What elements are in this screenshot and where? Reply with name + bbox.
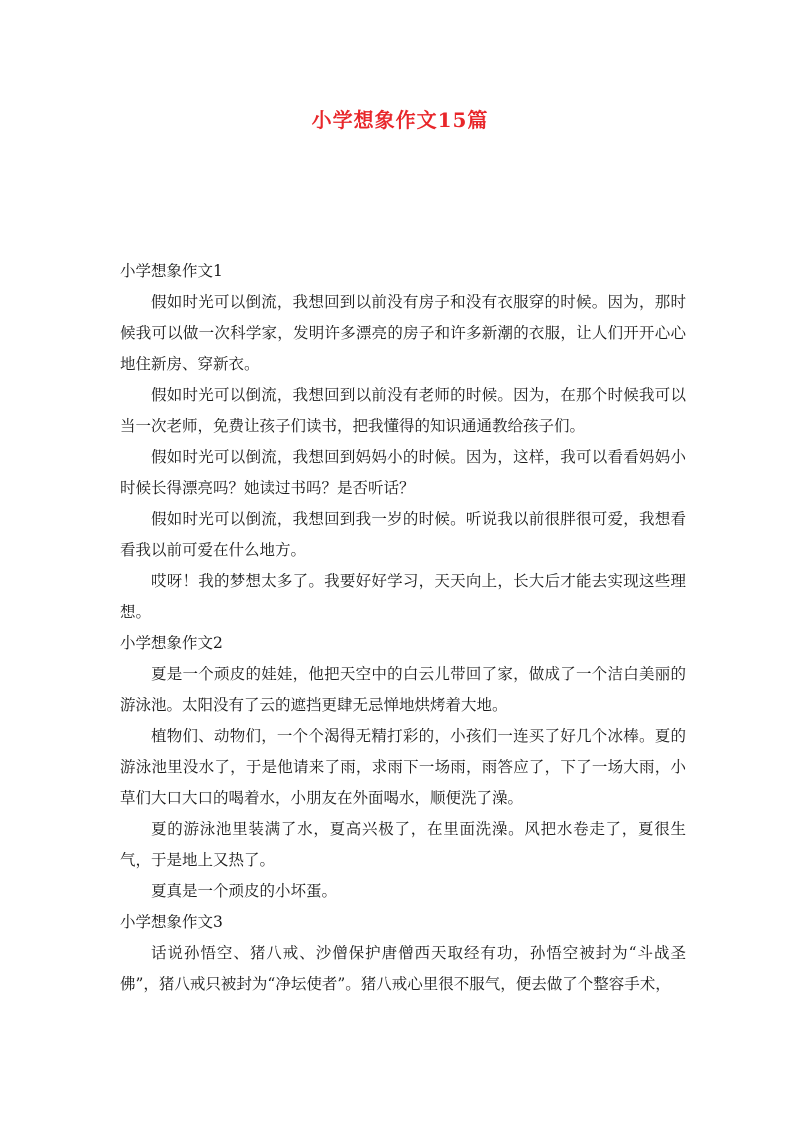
paragraph: 话说孙悟空、猪八戒、沙僧保护唐僧西天取经有功，孙悟空被封为“斗战圣佛”，猪八戒只被封为“净坛使者”。猪八戒心里很不服气，便去做了个整容手术，	[120, 944, 686, 993]
paragraph: 夏真是一个顽皮的小坏蛋。	[151, 882, 338, 900]
essay-section	[120, 907, 686, 1000]
paragraph: 假如时光可以倒流，我想回到以前没有房子和没有衣服穿的时候。因为，那时候我可以做一次科学家，发明许多漂亮的房子和许多新潮的衣服，让人们开开心心地住新房、穿新衣。	[120, 293, 686, 373]
document-body	[120, 256, 686, 1000]
paragraph: 假如时光可以倒流，我想回到我一岁的时候。听说我以前很胖很可爱，我想看看我以前可爱在什么地方。	[120, 510, 686, 559]
section-heading: 小学想象作文3	[120, 913, 223, 931]
paragraph: 哎呀！我的梦想太多了。我要好好学习，天天向上，长大后才能去实现这些理想。	[120, 572, 686, 621]
essay-section	[120, 256, 686, 628]
paragraph: 假如时光可以倒流，我想回到以前没有老师的时候。因为，在那个时候我可以当一次老师，免费让孩子们读书，把我懂得的知识通通教给孩子们。	[120, 386, 686, 435]
section-heading: 小学想象作文2	[120, 634, 223, 652]
paragraph: 植物们、动物们，一个个渴得无精打彩的，小孩们一连买了好几个冰棒。夏的游泳池里没水了，于是他请来了雨，求雨下一场雨，雨答应了，下了一场大雨，小草们大口大口的喝着水，小朋友在外面喝水，顺便洗了澡。	[120, 727, 686, 807]
section-heading: 小学想象作文1	[120, 262, 223, 280]
paragraph: 夏是一个顽皮的娃娃，他把天空中的白云儿带回了家，做成了一个洁白美丽的游泳池。太阳没有了云的遮挡更肆无忌惮地烘烤着大地。	[120, 665, 686, 714]
paragraph: 假如时光可以倒流，我想回到妈妈小的时候。因为，这样，我可以看看妈妈小时候长得漂亮吗？她读过书吗？是否听话？	[120, 448, 686, 497]
document-title: 小学想象作文15篇	[311, 108, 489, 132]
paragraph: 夏的游泳池里装满了水，夏高兴极了，在里面洗澡。风把水卷走了，夏很生气，于是地上又热了。	[120, 820, 686, 869]
essay-section	[120, 628, 686, 907]
